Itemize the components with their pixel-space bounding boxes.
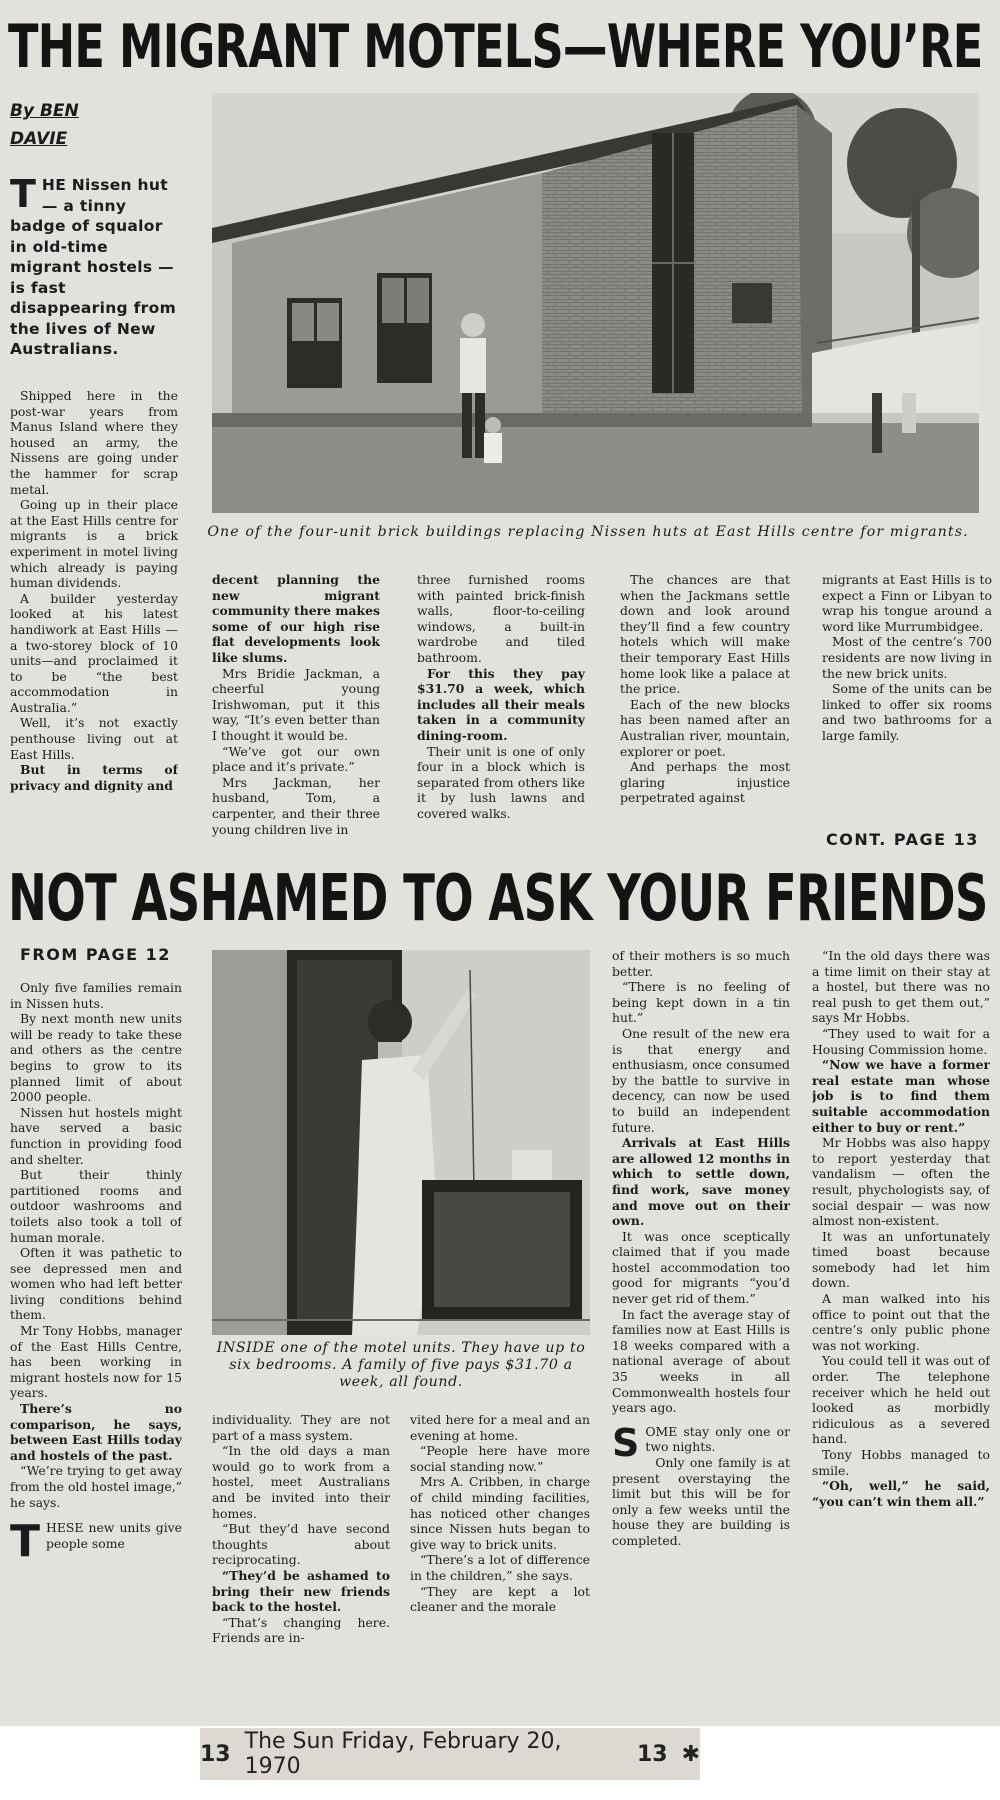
photo-1-caption: One of the four-unit brick buildings replacing Nissen huts at East Hills centre for migrants. [207,524,969,540]
paragraph: Mr Hobbs was also happy to report yesterday that vandalism — often the result, phychologists say, of social despair — was now almost non-existent. [812,1135,990,1229]
paragraph: Going up in their place at the East Hills centre for migrants is a brick experiment in motel living which already is paying human dividends. [10,497,178,591]
paragraph: But their thinly partitioned rooms and outdoor washrooms and toilets also took a toll of human morale. [10,1167,182,1245]
paragraph: Arrivals at East Hills are allowed 12 months in which to settle down, find work, save money and move out on their own. [612,1135,790,1229]
paragraph: migrants at East Hills is to expect a Finn or Libyan to wrap his tongue around a word like Murrumbidgee. [822,572,992,634]
column-1-top [10,388,178,858]
paragraph: Their unit is one of only four in a block which is separated from others like it by lush lawns and covered walks. [417,743,585,821]
section-lead: OME stay only one or two nights. [645,1423,790,1455]
paragraph: It was once sceptically claimed that if you made hostel accommodation too good for migrants “you’d never get rid of them.” [612,1228,790,1307]
paragraph: Only five families remain in Nissen huts. [10,980,182,1011]
lede-text: HE Nissen hut — a tinny badge of squalor in old-time migrant hostels —is fast disappearing from the lives of New Australians. [10,176,177,358]
paragraph: Tony Hobbs managed to smile. [812,1447,990,1478]
column-4-bottom [612,948,790,1718]
asterisk-icon: ✱ [681,1741,700,1767]
section-text: HESE new units give people some [46,1520,182,1551]
from-page-label: FROM PAGE 12 [20,945,171,964]
paragraph: Mrs Bridie Jackman, a cheerful young Irishwoman, put it this way, “It’s even better than I thought it would be. [212,665,380,743]
paragraph: “In the old days a man would go to work from a hostel, meet Australians and be invited into their homes. [212,1443,390,1521]
paragraph: By next month new units will be ready to take these and others as the centre begins to grow to its planned limit of about 2000 people. [10,1011,182,1105]
paragraph: Nissen hut hostels might have served a basic function in providing food and shelter. [10,1104,182,1167]
bottom-headline: NOT ASHAMED TO ASK YOUR FRIENDS [8,862,988,936]
paragraph: The chances are that when the Jackmans settle down and look around they’ll find a few country hotels which will make their temporary East Hills home look like a palace at the price. [620,572,790,697]
footer-dateline: The Sun Friday, February 20, 1970 [244,1729,562,1779]
column-4-top [620,572,790,862]
paragraph: “But they’d have second thoughts about reciprocating. [212,1521,390,1568]
paragraph: individuality. They are not part of a mass system. [212,1412,390,1443]
paragraph: Some of the units can be linked to offer six rooms and two bathrooms for a large family. [822,681,992,743]
byline-name: DAVIE [10,129,68,149]
lede-paragraph [10,172,180,360]
byline-by: By BEN [10,101,79,121]
paragraph: In fact the average stay of families now at East Hills is 18 weeks compared with a national average of about 35 weeks in all Commonwealth hostels four years ago. [612,1306,790,1416]
paragraph: “Oh, well,” he said, “you can’t win them all.” [812,1478,990,1509]
motel-interior-illustration [212,950,590,1335]
column-3-top [417,572,585,862]
paragraph: For this they pay $31.70 a week, which includes all their meals taken in a community dining-room. [417,665,585,743]
paragraph: And perhaps the most glaring injustice perpetrated against [620,759,790,806]
paragraph: It was an unfortunately timed boast because somebody had let him down. [812,1228,990,1291]
page-footer [200,1728,700,1780]
paragraph: “They used to wait for a Housing Commission home. [812,1025,990,1057]
column-2-top [212,572,380,862]
page-number-right: 13 [636,1741,668,1767]
lede-dropcap: T [10,172,36,216]
paragraph: Most of the centre’s 700 residents are now living in the new brick units. [822,634,992,681]
paragraph: “There is no feeling of being kept down in a tin hut.” [612,979,790,1026]
column-5-top [822,572,992,832]
paragraph: A man walked into his office to point out that the centre’s only public phone was not working. [812,1291,990,1353]
motel-interior-photo [212,950,590,1335]
paragraph: “Now we have a former real estate man whose job is to find them suitable accommodation either to buy or rent.” [812,1057,990,1135]
paragraph: Only one family is at present overstaying the limit but this will be for only a few weeks until the house they are building is completed. [612,1455,790,1548]
paragraph: three furnished rooms with painted brick-finish walls, floor-to-ceiling windows, a built-in wardrobe and tiled bathroom. [417,572,585,665]
paragraph: But in terms of privacy and dignity and [10,762,178,793]
brick-building-illustration [212,93,979,513]
brick-building-photo [212,93,979,513]
column-1-bottom [10,980,182,1680]
paragraph: “We’ve got our own place and it’s private.” [212,743,380,775]
section-break [10,1516,182,1568]
section-dropcap: T [10,1516,41,1568]
section-break [612,1420,790,1465]
paragraph: decent planning the new migrant community there makes some of our high rise flat developments look like slums. [212,572,380,665]
page-number-left: 13 [200,1741,231,1767]
paragraph: “They’d be ashamed to bring their new friends back to the hostel. [212,1567,390,1615]
paragraph: “They are kept a lot cleaner and the morale [410,1583,590,1615]
paragraph: Mr Tony Hobbs, manager of the East Hills Centre, has been working in migrant hostels now for 15 years. [10,1323,182,1401]
paragraph: A builder yesterday looked at his latest handiwork at East Hills — a two-storey block of 10 units—and proclaimed it to be “the best accommodation in Australia.” [10,590,178,715]
paragraph: You could tell it was out of order. The telephone receiver which he held out looked as morbidly ridiculous as a severed hand. [812,1353,990,1447]
column-3-bottom [410,1412,590,1712]
byline [10,100,200,150]
top-headline: THE MIGRANT MOTELS—WHERE YOU’RE [8,12,983,82]
paragraph: Mrs Jackman, her husband, Tom, a carpenter, and their three young children live in [212,774,380,837]
paragraph: “We’re trying to get away from the old hostel image,” he says. [10,1463,182,1510]
paragraph: Each of the new blocks has been named after an Australian river, mountain, explorer or poet. [620,696,790,759]
paragraph: One result of the new era is that energy and enthusiasm, once consumed by the battle to survive in decency, can now be used to build an independent future. [612,1025,790,1135]
continued-label: CONT. PAGE 13 [826,830,979,849]
paragraph: Well, it’s not exactly penthouse living out at East Hills. [10,715,178,762]
paragraph: “That’s changing here. Friends are in- [212,1614,390,1646]
column-2-bottom [212,1412,390,1712]
paragraph: Shipped here in the post-war years from Manus Island where they housed an army, the Nissens are going under the hammer for scrap metal. [10,388,178,497]
paragraph: “There’s a lot of difference in the children,” she says. [410,1552,590,1583]
paragraph: vited here for a meal and an evening at home. [410,1412,590,1443]
paragraph: Mrs A. Cribben, in charge of child minding facilities, has noticed other changes since Nissen huts began to give way to brick units. [410,1474,590,1552]
paragraph: Often it was pathetic to see depressed men and women who had left better living conditions behind them. [10,1245,182,1323]
paragraph: “In the old days there was a time limit on their stay at a hostel, but there was no real push to get them out,” says Mr Hobbs. [812,948,990,1026]
paragraph: “People here have more social standing now.” [410,1443,590,1474]
column-5-bottom [812,948,990,1718]
paragraph: There’s no comparison, he says, between East Hills today and hostels of the past. [10,1401,182,1463]
photo-2-caption: INSIDE one of the motel units. They have up to six bedrooms. A family of five pays $31.70 a week, all found. [216,1340,586,1390]
paragraph: of their mothers is so much better. [612,948,790,979]
section-dropcap: S [612,1420,640,1465]
